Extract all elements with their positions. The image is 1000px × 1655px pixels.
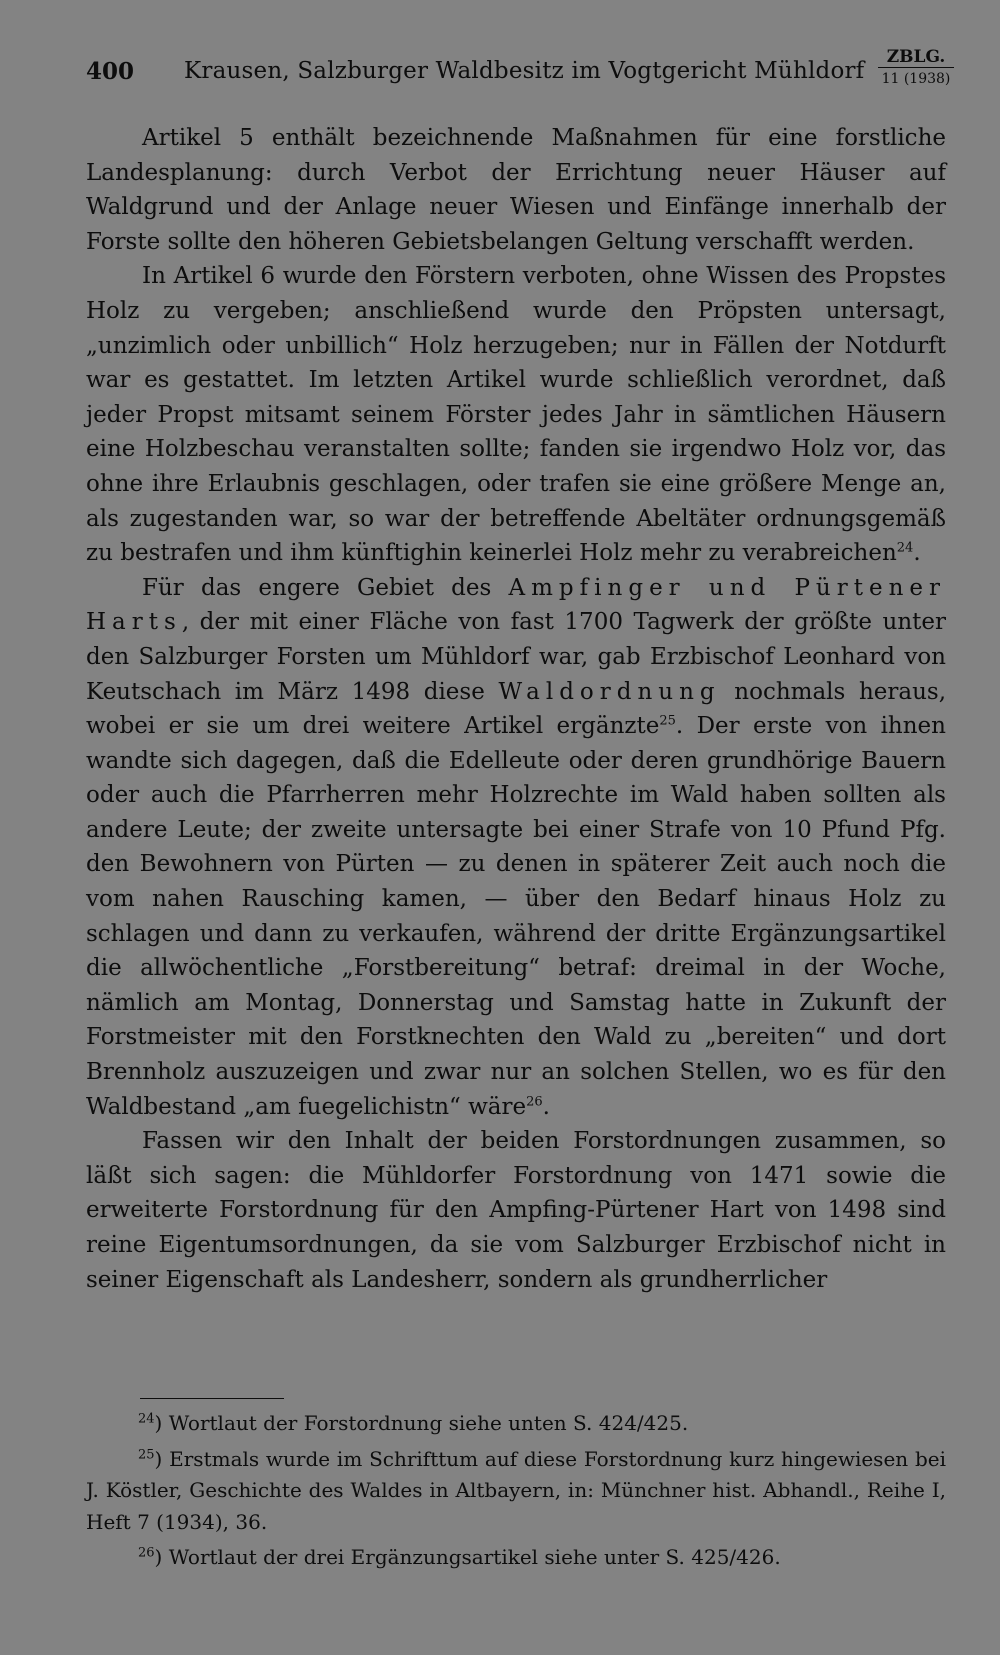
paragraph-text: , der mit einer Fläche von fast 1700 Tagwerk der größte unter den Salzburger Forsten um Mühldorf war, gab Erzbischof Leonhard von Keutschach im März 1498 diese <box>86 609 946 705</box>
emphasized-term: Waldordnung <box>498 678 721 705</box>
running-title: Krausen, Salzburger Waldbesitz im Vogtgericht Mühldorf <box>184 58 865 84</box>
footnote-number: 25 <box>138 1446 155 1462</box>
footnote-marker[interactable]: 26 <box>526 1093 543 1109</box>
footnote-marker[interactable]: 24 <box>896 540 914 556</box>
page-header <box>86 47 954 96</box>
paragraph-2 <box>86 259 946 570</box>
punctuation: . <box>913 540 921 567</box>
emphasized-term: Ampfinger und Pürtener Harts <box>86 574 947 636</box>
footnote-25: $^{25}$) Erstmals wurde im Schrifttum auf diese Forstordnung kurz hingewiesen bei J. Köstler, Geschichte des Waldes in Altbayern, in: Münchner hist. Abhandl., Reihe I, Heft 7 (1934), 36. <box>86 1446 946 1534</box>
journal-reference <box>878 48 954 88</box>
paragraph-text: nochmals heraus, wobei er sie um drei weitere Artikel ergänzte <box>86 678 947 740</box>
footnote-text: Wortlaut der drei Ergänzungsartikel siehe unter S. 425/426. <box>168 1545 781 1569</box>
punctuation: . <box>542 1093 550 1120</box>
footnote-24: $^{24}$) Wortlaut der Forstordnung siehe unten S. 424/425. <box>138 1411 689 1435</box>
body-text <box>86 121 946 1297</box>
footnote-number: 24 <box>138 1411 155 1427</box>
page-number: 400 <box>86 58 135 85</box>
paragraph-text: . Der erste von ihnen wandte sich dagegen, daß die Edelleute oder deren grundhörige Bauern oder auch die Pfarrherren mehr Holzrechte im Wald haben sollten als andere Leute; der zweite untersagte bei einer Strafe von 10 Pfund Pfg. den Bewohnern von Pürten — zu denen in späterer Zeit auch noch die vom nahen Rausching kamen, — über den Bedarf hinaus Holz zu schlagen und dann zu verkaufen, während der dritte Ergänzungsartikel die allwöchentliche „Forstbereitung“ betraf: dreimal in der Woche, nämlich am Montag, Donnerstag und Samstag hatte in Zukunft der Forstmeister mit den Forstknechten den Wald zu „bereiten“ und dort Brennholz auszuzeigen und zwar nur an solchen Stellen, wo es für den Waldbestand „am fuegelichistn“ wäre <box>86 713 946 1120</box>
journal-volume: 11 (1938) <box>881 71 951 87</box>
footnote-number: 26 <box>138 1545 155 1561</box>
footnote-text: Erstmals wurde im Schrifttum auf diese Forstordnung kurz hingewiesen bei J. Köstler, Geschichte des Waldes in Altbayern, in: Münchner hist. Abhandl., Reihe I, Heft 7 (1934), 36. <box>86 1446 946 1534</box>
paragraph-1 <box>86 121 946 259</box>
paragraph-4 <box>86 1124 946 1297</box>
paragraph-text: Für das engere Gebiet des <box>142 574 492 601</box>
footnote-divider <box>140 1398 284 1399</box>
paragraph-text: In Artikel 6 wurde den Förstern verboten, ohne Wissen des Propstes Holz zu vergeben; anschließend wurde den Pröpsten untersagt, „unzimlich oder unbillich“ Holz herzugeben; nur in Fällen der Notdurft war es gestattet. Im letzten Artikel wurde schließlich verordnet, daß jeder Propst mitsamt seinem Förster jedes Jahr in sämtlichen Häusern eine Holzbeschau veranstalten sollte; fanden sie irgendwo Holz vor, das ohne ihre Erlaubnis geschlagen, oder trafen sie eine größere Menge an, als zugestanden war, so war der betreffende Abeltäter ordnungsgemäß zu bestrafen und ihm künftighin keinerlei Holz mehr zu verabreichen <box>86 263 946 567</box>
footnote-26: $^{26}$) Wortlaut der drei Ergänzungsartikel siehe unter S. 425/426. <box>138 1545 781 1569</box>
paragraph-text: Artikel 5 enthält bezeichnende Maßnahmen für eine forstliche Landesplanung: durch Verbot der Errichtung neuer Häuser auf Waldgrund und der Anlage neuer Wiesen und Einfänge innerhalb der Forste sollte den höheren Gebietsbelangen Geltung verschafft werden. <box>86 125 946 255</box>
paragraph-text: Fassen wir den Inhalt der beiden Forstordnungen zusammen, so läßt sich sagen: die Mühldorfer Forstordnung von 1471 sowie die erweiterte Forstordnung für den Ampfing-Pürtener Hart von 1498 sind reine Eigentumsordnungen, da sie vom Salzburger Erzbischof nicht in seiner Eigenschaft als Landesherr, sondern als grundherrlicher <box>86 1128 946 1293</box>
footnotes <box>86 1408 946 1578</box>
footnote-text: Wortlaut der Forstordnung siehe unten S. 424/425. <box>168 1411 689 1435</box>
footnote-marker[interactable]: 25 <box>659 713 676 729</box>
paragraph-3 <box>86 571 946 1125</box>
journal-abbreviation: ZBLG. <box>878 48 954 68</box>
